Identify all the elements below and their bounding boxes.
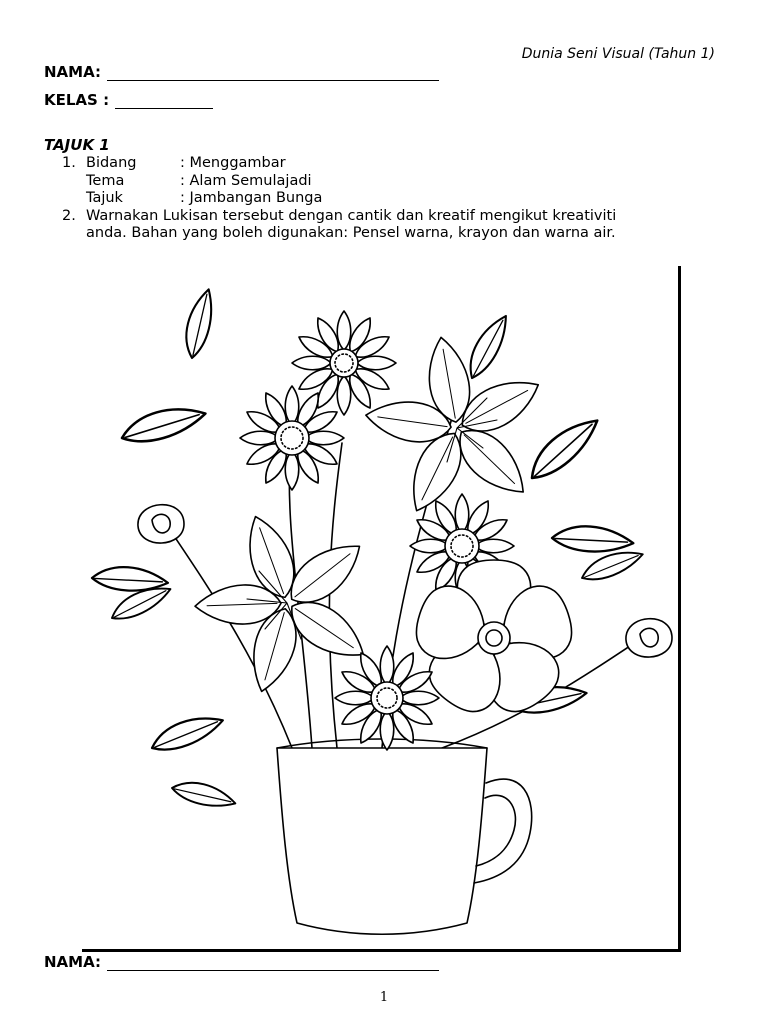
class-field (44, 91, 213, 109)
item2-row-cont (62, 225, 656, 243)
item1-row-theme (62, 173, 656, 191)
item1-row-topic (62, 190, 656, 208)
name-field (44, 63, 439, 81)
item1-row-field (62, 155, 656, 173)
item2-number: 2. (62, 207, 76, 224)
class-write-line (115, 94, 213, 109)
frame-bottom-border (82, 949, 681, 952)
item1-key-theme: Tema (86, 172, 125, 189)
item1-key-field: Bidang (86, 155, 137, 171)
flower-vase-coloring-image (82, 278, 678, 948)
section-title: TAJUK 1 (44, 136, 110, 154)
item2-text-line2: anda. Bahan yang boleh digunakan: Pensel warna, krayon dan warna air. (86, 225, 616, 241)
instructions (62, 155, 656, 243)
name-write-line (107, 66, 439, 81)
item1-value-theme: : Alam Semulajadi (180, 172, 312, 189)
item2-row (62, 208, 656, 226)
item1-value-field: : Menggambar (180, 155, 286, 171)
document-subject: Dunia Seni Visual (Tahun 1) (521, 46, 715, 62)
name-label-bottom: NAMA: (44, 953, 101, 971)
class-label: KELAS : (44, 91, 110, 109)
item1-key-topic: Tajuk (86, 190, 123, 206)
item1-number: 1. (62, 155, 76, 171)
item1-value-topic: : Jambangan Bunga (180, 190, 323, 206)
name-write-line-bottom (107, 956, 439, 971)
page-number: 1 (379, 990, 389, 1005)
item2-text-line1: Warnakan Lukisan tersebut dengan cantik dan kreatif mengikut kreativiti (86, 207, 617, 224)
frame-right-border (678, 266, 681, 952)
name-field-bottom (44, 953, 439, 971)
name-label: NAMA: (44, 63, 101, 81)
